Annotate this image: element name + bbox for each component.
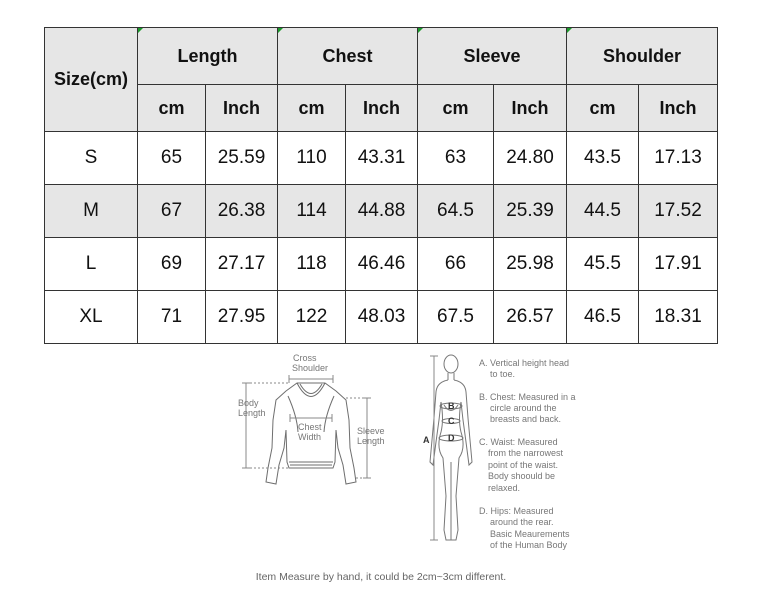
value-cell: 63 xyxy=(418,132,494,185)
value-cell: 17.91 xyxy=(639,238,718,291)
value-cell: 43.31 xyxy=(346,132,418,185)
note-c: Body shoould be xyxy=(488,471,556,481)
value-cell: 118 xyxy=(278,238,346,291)
value-cell: 67 xyxy=(138,185,206,238)
value-cell: 18.31 xyxy=(639,291,718,344)
sleeve-header: Sleeve xyxy=(418,28,567,85)
unit-header: Inch xyxy=(346,85,418,132)
note-a: to toe. xyxy=(490,369,516,379)
value-cell: 25.39 xyxy=(494,185,567,238)
garment-labels xyxy=(238,353,385,446)
unit-header: cm xyxy=(278,85,346,132)
value-cell: 67.5 xyxy=(418,291,494,344)
note-a: A. Vertical height head xyxy=(479,358,570,368)
value-cell: 43.5 xyxy=(567,132,639,185)
value-cell: 26.57 xyxy=(494,291,567,344)
value-cell: 71 xyxy=(138,291,206,344)
value-cell: 17.13 xyxy=(639,132,718,185)
value-cell: 114 xyxy=(278,185,346,238)
value-cell: 26.38 xyxy=(206,185,278,238)
chest-width-label: Chest xyxy=(298,422,322,432)
note-b: B. Chest: Measured in a xyxy=(479,392,576,402)
shoulder-header: Shoulder xyxy=(567,28,718,85)
label-d: D xyxy=(448,433,455,443)
unit-header: Inch xyxy=(494,85,567,132)
label-c: C xyxy=(448,416,455,426)
size-cell: XL xyxy=(45,291,138,344)
value-cell: 17.52 xyxy=(639,185,718,238)
value-cell: 48.03 xyxy=(346,291,418,344)
unit-header: Inch xyxy=(206,85,278,132)
value-cell: 24.80 xyxy=(494,132,567,185)
note-b: breasts and back. xyxy=(490,414,562,424)
unit-header: Inch xyxy=(639,85,718,132)
label-b: B xyxy=(448,401,455,411)
body-length-label: Length xyxy=(238,408,266,418)
value-cell: 66 xyxy=(418,238,494,291)
value-cell: 25.98 xyxy=(494,238,567,291)
note-c: from the narrowest xyxy=(488,448,564,458)
body-length-label: Body xyxy=(238,398,259,408)
body-figure xyxy=(430,355,472,540)
body-notes xyxy=(479,358,576,550)
sleeve-length-label: Sleeve xyxy=(357,426,385,436)
cross-shoulder-label: Cross xyxy=(293,353,317,363)
value-cell: 69 xyxy=(138,238,206,291)
unit-header: cm xyxy=(418,85,494,132)
value-cell: 110 xyxy=(278,132,346,185)
value-cell: 44.88 xyxy=(346,185,418,238)
length-header: Length xyxy=(138,28,278,85)
note-d: around the rear. xyxy=(490,517,554,527)
value-cell: 46.5 xyxy=(567,291,639,344)
value-cell: 27.17 xyxy=(206,238,278,291)
value-cell: 45.5 xyxy=(567,238,639,291)
chest-header: Chest xyxy=(278,28,418,85)
note-c: point of the waist. xyxy=(488,460,559,470)
size-cell: S xyxy=(45,132,138,185)
unit-header: cm xyxy=(567,85,639,132)
label-a: A xyxy=(423,435,430,445)
size-cell: M xyxy=(45,185,138,238)
note-c: C. Waist: Measured xyxy=(479,437,558,447)
cross-shoulder-arrow xyxy=(289,375,333,383)
size-cell: L xyxy=(45,238,138,291)
value-cell: 122 xyxy=(278,291,346,344)
value-cell: 64.5 xyxy=(418,185,494,238)
note-d: Basic Meaurements xyxy=(490,529,570,539)
note-d: of the Human Body xyxy=(490,540,568,550)
value-cell: 25.59 xyxy=(206,132,278,185)
note-b: circle around the xyxy=(490,403,557,413)
note-c: relaxed. xyxy=(488,483,521,493)
value-cell: 27.95 xyxy=(206,291,278,344)
unit-header: cm xyxy=(138,85,206,132)
measure-footnote: Item Measure by hand, it could be 2cm~3cm different. xyxy=(255,571,507,583)
note-d: D. Hips: Measured xyxy=(479,506,554,516)
chest-width-label: Width xyxy=(298,432,322,442)
value-cell: 46.46 xyxy=(346,238,418,291)
value-cell: 44.5 xyxy=(567,185,639,238)
size-header: Size(cm) xyxy=(45,28,138,132)
sleeve-length-label: Length xyxy=(357,436,385,446)
value-cell: 65 xyxy=(138,132,206,185)
cross-shoulder-label: Shoulder xyxy=(292,363,329,373)
